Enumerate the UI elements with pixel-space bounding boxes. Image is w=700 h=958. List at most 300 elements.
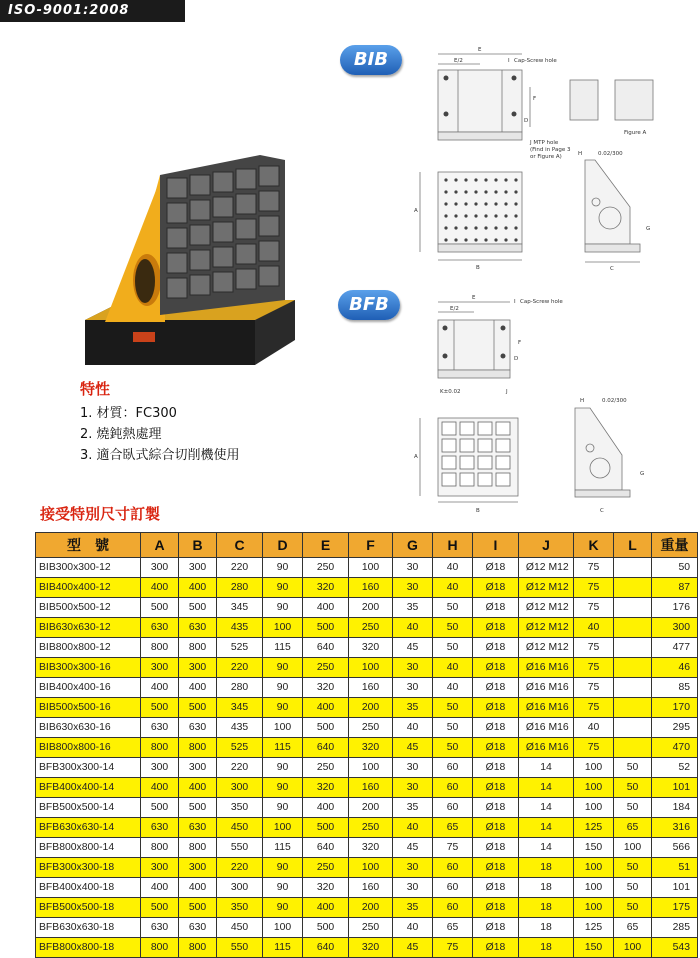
table-header-cell: J: [519, 533, 574, 558]
table-cell: 75: [574, 578, 614, 598]
table-cell: 400: [179, 678, 217, 698]
table-cell: 14: [519, 778, 574, 798]
j-thread: M16: [548, 682, 569, 693]
table-cell: 90: [263, 678, 303, 698]
j-diameter: Ø12: [525, 562, 546, 573]
table-row: [36, 678, 698, 698]
table-cell: 400: [141, 778, 179, 798]
bfb-badge: BFB: [338, 290, 400, 320]
bib-label-jmtp: J MTP hole: [530, 140, 559, 146]
table-cell: 90: [263, 858, 303, 878]
model-cell: BIB400x400-12: [36, 578, 141, 598]
table-cell: 250: [349, 918, 393, 938]
table-cell: 14: [519, 818, 574, 838]
table-row: [36, 598, 698, 618]
table-cell: 50: [433, 618, 473, 638]
table-cell: 87: [652, 578, 698, 598]
table-cell: 65: [433, 918, 473, 938]
table-cell: 220: [217, 658, 263, 678]
table-cell: 50: [614, 878, 652, 898]
table-header-row: [36, 533, 698, 558]
j-diameter: Ø12: [525, 582, 546, 593]
table-cell: 50: [614, 798, 652, 818]
table-cell: Ø18: [473, 838, 519, 858]
table-cell: 500: [141, 598, 179, 618]
bib-label-c: C: [610, 266, 614, 272]
table-cell: Ø18: [473, 618, 519, 638]
bfb-label-k: K±0.02: [440, 389, 461, 395]
table-cell: 40: [574, 618, 614, 638]
j-thread: M16: [548, 742, 569, 753]
table-cell: 350: [217, 798, 263, 818]
table-row: [36, 638, 698, 658]
table-cell: 65: [614, 818, 652, 838]
table-cell: 500: [303, 818, 349, 838]
table-cell: Ø18: [473, 878, 519, 898]
table-cell: [519, 558, 574, 578]
table-cell: 50: [433, 718, 473, 738]
table-cell: 100: [349, 658, 393, 678]
bfb-label-d: D: [514, 356, 519, 362]
table-cell: 75: [574, 598, 614, 618]
table-cell: 100: [263, 618, 303, 638]
bfb-label-f: F: [518, 340, 522, 346]
table-cell: Ø18: [473, 818, 519, 838]
table-cell: 400: [179, 578, 217, 598]
table-cell: 45: [393, 838, 433, 858]
j-diameter: Ø12: [525, 622, 546, 633]
table-cell: 75: [433, 938, 473, 958]
bfb-label-a: A: [414, 454, 418, 460]
table-cell: 75: [574, 558, 614, 578]
table-cell: 550: [217, 938, 263, 958]
table-cell: 345: [217, 598, 263, 618]
table-cell: 46: [652, 658, 698, 678]
table-cell: 40: [393, 818, 433, 838]
bfb-label-e: E: [472, 295, 476, 301]
table-cell: 300: [652, 618, 698, 638]
table-cell: 35: [393, 798, 433, 818]
table-cell: Ø18: [473, 578, 519, 598]
table-cell: 125: [574, 918, 614, 938]
table-cell: 400: [141, 878, 179, 898]
table-cell: [519, 658, 574, 678]
table-cell: 500: [179, 698, 217, 718]
table-header-cell: B: [179, 533, 217, 558]
table-cell: 60: [433, 858, 473, 878]
table-cell: 800: [141, 638, 179, 658]
bfb-technical-drawing: [410, 290, 700, 520]
table-cell: [519, 678, 574, 698]
table-cell: 320: [303, 678, 349, 698]
j-thread: M12: [548, 602, 569, 613]
model-cell: BFB400x400-18: [36, 878, 141, 898]
table-cell: 345: [217, 698, 263, 718]
bib-label-e2: E/2: [454, 58, 463, 64]
table-cell: 250: [303, 558, 349, 578]
table-cell: 30: [393, 758, 433, 778]
table-cell: 100: [614, 938, 652, 958]
model-cell: BFB500x500-14: [36, 798, 141, 818]
table-cell: 40: [433, 658, 473, 678]
table-header-cell: 型 號: [36, 533, 141, 558]
table-cell: 60: [433, 798, 473, 818]
table-cell: 320: [303, 578, 349, 598]
table-row: [36, 858, 698, 878]
j-diameter: Ø16: [525, 682, 546, 693]
table-header-cell: A: [141, 533, 179, 558]
table-cell: 50: [614, 898, 652, 918]
bfb-label-c: C: [600, 508, 604, 514]
table-cell: 100: [574, 898, 614, 918]
table-cell: 90: [263, 578, 303, 598]
model-cell: BFB400x400-14: [36, 778, 141, 798]
table-cell: 630: [179, 918, 217, 938]
table-cell: 500: [141, 798, 179, 818]
table-cell: 630: [141, 718, 179, 738]
table-cell: Ø18: [473, 678, 519, 698]
table-cell: 75: [433, 838, 473, 858]
table-cell: Ø18: [473, 718, 519, 738]
table-cell: 50: [433, 598, 473, 618]
model-cell: BFB800x800-14: [36, 838, 141, 858]
custom-size-title: 接受特別尺寸訂製: [40, 505, 161, 523]
table-cell: 400: [303, 798, 349, 818]
table-cell: 52: [652, 758, 698, 778]
table-cell: 320: [303, 878, 349, 898]
table-header-cell: L: [614, 533, 652, 558]
j-diameter: Ø12: [525, 602, 546, 613]
table-cell: 500: [179, 798, 217, 818]
table-cell: Ø18: [473, 938, 519, 958]
table-cell: 550: [217, 838, 263, 858]
j-thread: M12: [548, 622, 569, 633]
j-diameter: Ø16: [525, 722, 546, 733]
table-cell: 170: [652, 698, 698, 718]
table-cell: 90: [263, 558, 303, 578]
table-cell: 285: [652, 918, 698, 938]
table-cell: 250: [349, 618, 393, 638]
table-cell: 18: [519, 878, 574, 898]
table-cell: 300: [141, 858, 179, 878]
model-cell: BIB630x630-16: [36, 718, 141, 738]
table-cell: 250: [303, 658, 349, 678]
table-cell: 115: [263, 938, 303, 958]
angle-plate-photo: [85, 150, 295, 365]
bfb-label-i: I: [514, 299, 516, 305]
bfb-label-g: G: [640, 471, 645, 477]
table-cell: 45: [393, 638, 433, 658]
table-cell: 90: [263, 598, 303, 618]
table-cell: 300: [179, 758, 217, 778]
table-cell: [614, 698, 652, 718]
table-cell: [519, 698, 574, 718]
table-cell: 500: [303, 918, 349, 938]
table-cell: 18: [519, 938, 574, 958]
table-cell: 101: [652, 878, 698, 898]
table-header-cell: F: [349, 533, 393, 558]
table-row: [36, 738, 698, 758]
table-cell: 320: [349, 638, 393, 658]
j-diameter: Ø16: [525, 702, 546, 713]
j-thread: M12: [548, 642, 569, 653]
model-cell: BFB630x630-14: [36, 818, 141, 838]
table-cell: 200: [349, 798, 393, 818]
table-cell: 100: [263, 918, 303, 938]
table-cell: 300: [141, 558, 179, 578]
table-cell: 400: [303, 698, 349, 718]
table-cell: 18: [519, 898, 574, 918]
table-cell: 30: [393, 578, 433, 598]
model-cell: BIB300x300-16: [36, 658, 141, 678]
table-cell: 566: [652, 838, 698, 858]
bib-label-g: G: [646, 226, 651, 232]
model-cell: BFB800x800-18: [36, 938, 141, 958]
table-cell: 525: [217, 738, 263, 758]
table-cell: 50: [652, 558, 698, 578]
j-diameter: Ø16: [525, 742, 546, 753]
model-cell: BIB500x500-12: [36, 598, 141, 618]
table-cell: 40: [433, 678, 473, 698]
feature-item: 1. 材質：FC300: [80, 406, 177, 421]
table-cell: 35: [393, 698, 433, 718]
table-cell: 320: [349, 738, 393, 758]
table-cell: 630: [141, 918, 179, 938]
table-cell: 90: [263, 778, 303, 798]
table-cell: 320: [303, 778, 349, 798]
table-cell: 150: [574, 938, 614, 958]
table-cell: 100: [574, 778, 614, 798]
model-cell: BIB630x630-12: [36, 618, 141, 638]
j-thread: M16: [548, 662, 569, 673]
table-cell: 543: [652, 938, 698, 958]
table-cell: 14: [519, 758, 574, 778]
table-cell: Ø18: [473, 598, 519, 618]
table-cell: Ø18: [473, 798, 519, 818]
table-row: [36, 838, 698, 858]
table-cell: 90: [263, 798, 303, 818]
table-cell: 435: [217, 718, 263, 738]
table-cell: 200: [349, 598, 393, 618]
table-cell: 300: [141, 658, 179, 678]
model-cell: BFB300x300-18: [36, 858, 141, 878]
table-row: [36, 818, 698, 838]
table-cell: 300: [217, 778, 263, 798]
table-cell: 40: [433, 558, 473, 578]
table-row: [36, 658, 698, 678]
table-cell: 85: [652, 678, 698, 698]
table-cell: 500: [179, 898, 217, 918]
table-cell: 500: [303, 718, 349, 738]
table-cell: 115: [263, 638, 303, 658]
table-cell: 175: [652, 898, 698, 918]
table-cell: [519, 618, 574, 638]
table-cell: 280: [217, 678, 263, 698]
table-cell: Ø18: [473, 778, 519, 798]
table-row: [36, 918, 698, 938]
table-cell: 150: [574, 838, 614, 858]
table-cell: 450: [217, 918, 263, 938]
table-cell: [614, 618, 652, 638]
table-cell: 160: [349, 778, 393, 798]
table-cell: Ø18: [473, 638, 519, 658]
j-thread: M12: [548, 562, 569, 573]
table-cell: 40: [393, 718, 433, 738]
bib-badge: BIB: [340, 45, 402, 75]
table-cell: 100: [574, 878, 614, 898]
table-cell: 200: [349, 898, 393, 918]
table-cell: 800: [141, 738, 179, 758]
table-cell: 184: [652, 798, 698, 818]
table-cell: [519, 578, 574, 598]
table-cell: 65: [614, 918, 652, 938]
bib-technical-drawing: [410, 42, 700, 277]
table-cell: 65: [433, 818, 473, 838]
j-thread: M16: [548, 702, 569, 713]
table-cell: 640: [303, 638, 349, 658]
table-cell: 101: [652, 778, 698, 798]
table-cell: 30: [393, 678, 433, 698]
table-cell: 30: [393, 878, 433, 898]
table-cell: 470: [652, 738, 698, 758]
table-cell: 100: [349, 758, 393, 778]
table-cell: 90: [263, 878, 303, 898]
table-cell: 450: [217, 818, 263, 838]
table-cell: [519, 598, 574, 618]
table-cell: [614, 638, 652, 658]
bib-label-cap-screw: Cap-Screw hole: [514, 58, 557, 64]
table-row: [36, 578, 698, 598]
table-cell: 400: [179, 878, 217, 898]
feature-item: 2. 燒鈍熱處理: [80, 427, 162, 442]
table-cell: 30: [393, 658, 433, 678]
bib-label-e: E: [478, 47, 482, 53]
table-row: [36, 798, 698, 818]
table-cell: Ø18: [473, 738, 519, 758]
table-cell: 630: [141, 618, 179, 638]
table-cell: 30: [393, 558, 433, 578]
table-cell: [614, 558, 652, 578]
table-cell: 30: [393, 778, 433, 798]
table-cell: 100: [574, 798, 614, 818]
table-cell: 300: [141, 758, 179, 778]
table-cell: 60: [433, 778, 473, 798]
table-cell: 40: [574, 718, 614, 738]
table-header-cell: I: [473, 533, 519, 558]
feature-item: 3. 適合臥式綜合切削機使用: [80, 448, 240, 463]
table-cell: 18: [519, 918, 574, 938]
bib-label-h: H: [578, 151, 583, 157]
table-cell: 115: [263, 838, 303, 858]
table-cell: 50: [614, 858, 652, 878]
model-cell: BIB800x800-16: [36, 738, 141, 758]
table-cell: 500: [141, 898, 179, 918]
table-header-cell: K: [574, 533, 614, 558]
table-cell: 90: [263, 658, 303, 678]
bfb-label-cap-screw: Cap-Screw hole: [520, 299, 563, 305]
table-body: [36, 558, 698, 958]
table-cell: 250: [303, 758, 349, 778]
bib-label-or-figure: or Figure A): [530, 154, 562, 160]
table-cell: 640: [303, 738, 349, 758]
table-cell: 50: [433, 638, 473, 658]
table-cell: 280: [217, 578, 263, 598]
table-cell: 45: [393, 938, 433, 958]
table-cell: 100: [349, 558, 393, 578]
table-cell: 100: [614, 838, 652, 858]
table-cell: 250: [303, 858, 349, 878]
model-cell: BFB500x500-18: [36, 898, 141, 918]
table-header-cell: C: [217, 533, 263, 558]
table-cell: 160: [349, 578, 393, 598]
bfb-label-b: B: [476, 508, 480, 514]
table-cell: 40: [393, 918, 433, 938]
table-cell: 500: [141, 698, 179, 718]
table-cell: 50: [433, 698, 473, 718]
table-cell: 800: [141, 938, 179, 958]
model-cell: BIB800x800-12: [36, 638, 141, 658]
table-cell: Ø18: [473, 898, 519, 918]
table-cell: 300: [217, 878, 263, 898]
table-cell: 630: [179, 618, 217, 638]
table-cell: 30: [393, 858, 433, 878]
table-cell: 220: [217, 558, 263, 578]
table-header-cell: G: [393, 533, 433, 558]
table-row: [36, 898, 698, 918]
table-cell: 295: [652, 718, 698, 738]
table-row: [36, 778, 698, 798]
table-cell: [519, 638, 574, 658]
table-cell: Ø18: [473, 698, 519, 718]
table-cell: 60: [433, 898, 473, 918]
model-cell: BIB500x500-16: [36, 698, 141, 718]
table-cell: 800: [179, 738, 217, 758]
table-row: [36, 618, 698, 638]
bib-label-f: F: [533, 96, 537, 102]
table-cell: 14: [519, 798, 574, 818]
table-cell: 800: [179, 638, 217, 658]
table-cell: 40: [393, 618, 433, 638]
table-cell: Ø18: [473, 858, 519, 878]
table-cell: 35: [393, 598, 433, 618]
table-cell: [614, 678, 652, 698]
table-cell: 90: [263, 898, 303, 918]
table-cell: 35: [393, 898, 433, 918]
table-cell: 100: [574, 758, 614, 778]
table-cell: [614, 658, 652, 678]
table-cell: 316: [652, 818, 698, 838]
table-cell: 400: [179, 778, 217, 798]
table-cell: 50: [614, 758, 652, 778]
model-cell: BFB630x630-18: [36, 918, 141, 938]
table-cell: 60: [433, 878, 473, 898]
table-row: [36, 718, 698, 738]
table-cell: 320: [349, 938, 393, 958]
features-title: 特性: [80, 380, 111, 398]
table-cell: [614, 598, 652, 618]
table-row: [36, 698, 698, 718]
table-cell: 300: [179, 658, 217, 678]
j-thread: M16: [548, 722, 569, 733]
table-header-cell: E: [303, 533, 349, 558]
table-row: [36, 558, 698, 578]
table-cell: 50: [614, 778, 652, 798]
bib-label-find-page: (Find in Page 3: [530, 147, 571, 153]
table-cell: 800: [141, 838, 179, 858]
table-cell: 100: [574, 858, 614, 878]
table-cell: 75: [574, 698, 614, 718]
table-cell: 45: [393, 738, 433, 758]
